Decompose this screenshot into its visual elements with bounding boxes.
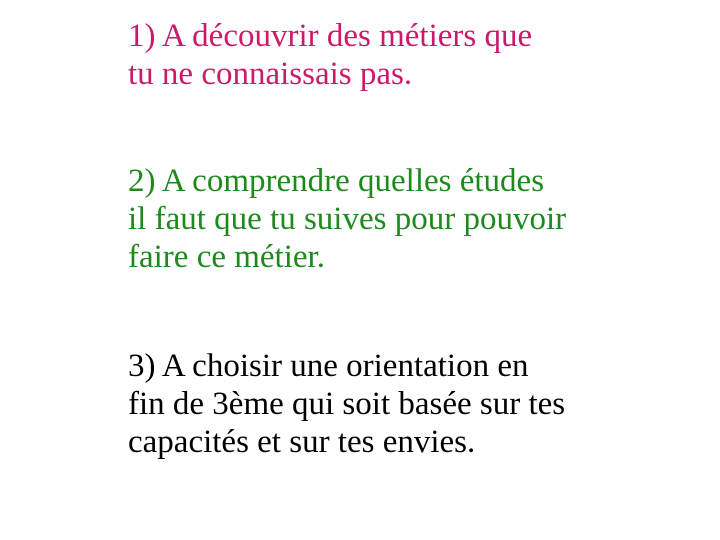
point-1-text: 1) A découvrir des métiers que tu ne connaissais pas. xyxy=(128,18,533,92)
point-2-text: 2) A comprendre quelles études il faut que tu suives pour pouvoir faire ce métier. xyxy=(128,163,567,275)
point-3-text: 3) A choisir une orientation en fin de 3ème qui soit basée sur tes capacités et sur tes envies. xyxy=(128,348,566,460)
